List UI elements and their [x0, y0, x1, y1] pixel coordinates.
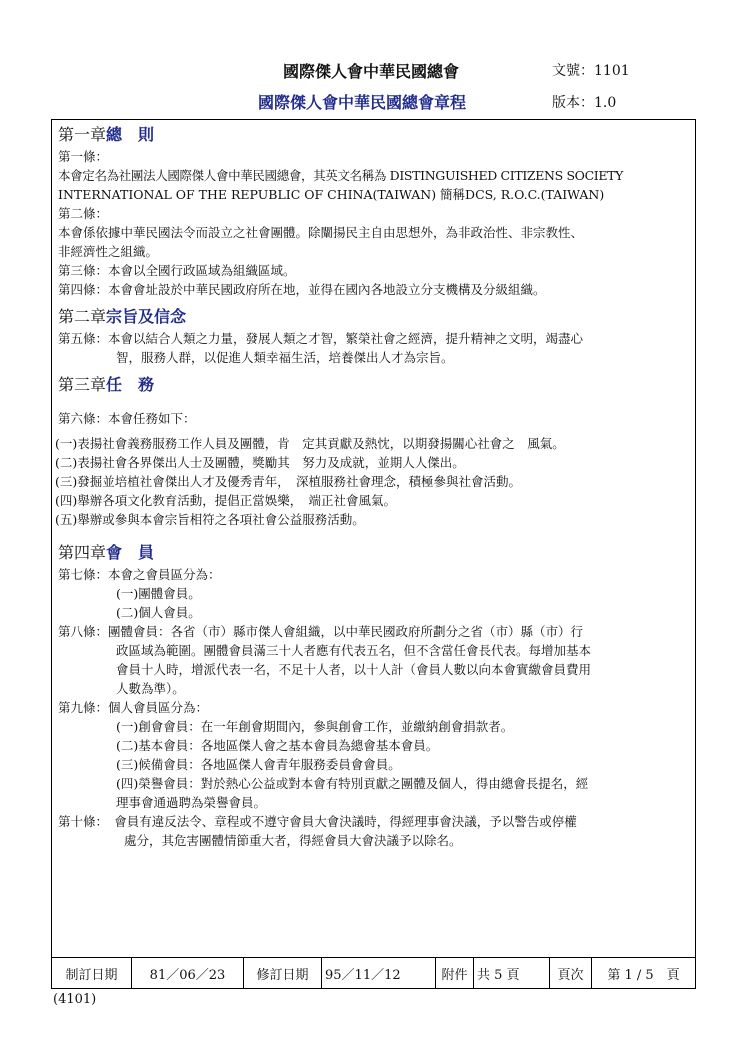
article-5-line-1: 第五條：本會以結合人類之力量，發展人類之才智，繁榮社會之經濟，提升精神之文明，竭盡心 — [58, 331, 584, 346]
article-8-line-4: 人數為準）。 — [116, 681, 185, 696]
article-3: 第三條：本會以全國行政區域為組織區域。 — [58, 263, 296, 278]
chapter-4-heading — [58, 541, 698, 565]
chapter-2-heading — [58, 305, 698, 329]
revised-date-value: 95／11／12 — [322, 958, 436, 988]
article-7-item-1: (一)團體會員。 — [116, 586, 201, 601]
article-8-line-3: 會員十人時，增派代表一名，不足十人者，以十人計（會員人數以向本會實繳會員費用 — [116, 662, 592, 677]
article-7: 第七條：本會之會員區分為： — [58, 567, 221, 582]
task-item: (四)舉辦各項文化教育活動，提倡正當娛樂， 端正社會風氣。 — [55, 493, 397, 508]
chapter-2-label: 第二章 — [58, 307, 107, 326]
attachment-value: 共 5 頁 — [474, 958, 550, 988]
chapter-4-label: 第四章 — [58, 543, 107, 562]
article-5-line-2: 智，服務人群，以促進人類幸福生活，培養傑出人才為宗旨。 — [116, 350, 454, 365]
article-8-line-2: 政區域為範圍。團體會員滿三十人者應有代表五名，但不含當任會長代表。每增加基本 — [116, 643, 592, 658]
chapter-4-title: 會 員 — [106, 543, 155, 562]
article-4: 第四條：本會會址設於中華民國政府所在地，並得在國內各地設立分支機構及分級組織。 — [58, 282, 546, 297]
organization-name: 國際傑人會中華民國總會 — [283, 62, 460, 81]
article-1-heading: 第一條： — [58, 149, 109, 164]
task-item: (三)發掘並培植社會傑出人才及優秀青年， 深植服務社會理念，積極參與社會活動。 — [55, 474, 522, 489]
chapter-3-heading — [58, 373, 698, 397]
article-2-line-2: 非經濟性之組織。 — [58, 244, 159, 259]
article-9-item-4-line-1: (四)榮譽會員：對於熱心公益或對本會有特別貢獻之團體及個人，得由總會長提名，經 — [116, 776, 589, 791]
article-9-item-3: (三)候備會員：各地區傑人會青年服務委員會會員。 — [116, 757, 401, 772]
made-date-value: 81／06／23 — [132, 958, 244, 988]
chapter-3-label: 第三章 — [58, 375, 107, 394]
page-label: 頁次 — [550, 958, 592, 988]
task-item: (一)表揚社會義務服務工作人員及團體，肯 定其貢獻及熱忱，以期發揚關心社會之 風氣。 — [55, 436, 565, 451]
bylaws-content — [55, 123, 698, 850]
article-1-line-2: INTERNATIONAL OF THE REPUBLIC OF CHINA(TAIWAN) 簡稱DCS, R.O.C.(TAIWAN) — [58, 187, 605, 202]
chapter-1-heading — [58, 123, 698, 147]
task-item: (二)表揚社會各界傑出人士及團體，獎勵其 努力及成就，並期人人傑出。 — [55, 455, 465, 470]
page-value: 第 1 / 5 頁 — [607, 967, 680, 983]
article-2-line-1: 本會係依據中華民國法令而設立之社會團體。除闡揚民主自由思想外，為非政治性、非宗教性、 — [58, 225, 584, 240]
revised-date-label: 修訂日期 — [244, 958, 322, 988]
chapter-3-title: 任 務 — [106, 375, 155, 394]
document-number: 文號：1101 — [552, 63, 630, 79]
article-9: 第九條：個人會員區分為： — [58, 700, 209, 715]
document-title: 國際傑人會中華民國總會章程 — [258, 93, 467, 112]
revision-footer-table — [51, 957, 696, 989]
chapter-1-title: 總 則 — [106, 125, 155, 144]
attachment-label: 附件 — [436, 958, 474, 988]
article-2-heading: 第二條： — [58, 206, 109, 221]
article-6: 第六條：本會任務如下： — [58, 411, 196, 426]
article-8-line-1: 第八條：團體會員：各省（市）縣市傑人會組織，以中華民國政府所劃分之省（市）縣（市）行 — [58, 624, 584, 639]
article-9-item-2: (二)基本會員：各地區傑人會之基本會員為總會基本會員。 — [116, 738, 439, 753]
article-9-item-4-line-2: 理事會通過聘為榮譽會員。 — [116, 795, 267, 810]
article-10-line-2: 處分，其危害團體情節重大者，得經會員大會決議予以除名。 — [124, 833, 462, 848]
form-code: (4101) — [53, 992, 97, 1007]
document-version: 版本：1.0 — [552, 95, 617, 111]
chapter-2-title: 宗旨及信念 — [106, 307, 187, 326]
article-10-line-1: 第十條： 會員有違反法令、章程或不遵守會員大會決議時，得經理事會決議，予以警告或停權 — [58, 814, 577, 829]
made-date-label: 制訂日期 — [52, 958, 132, 988]
task-item: (五)舉辦或參與本會宗旨相符之各項社會公益服務活動。 — [55, 512, 365, 527]
chapter-1-label: 第一章 — [58, 125, 107, 144]
article-9-item-1: (一)創會會員：在一年創會期間內，參與創會工作，並繳納創會捐款者。 — [116, 719, 514, 734]
article-7-item-2: (二)個人會員。 — [116, 605, 201, 620]
article-1-line-1: 本會定名為社團法人國際傑人會中華民國總會，其英文名稱為 DISTINGUISHED CITIZENS SOCIETY — [58, 168, 624, 183]
